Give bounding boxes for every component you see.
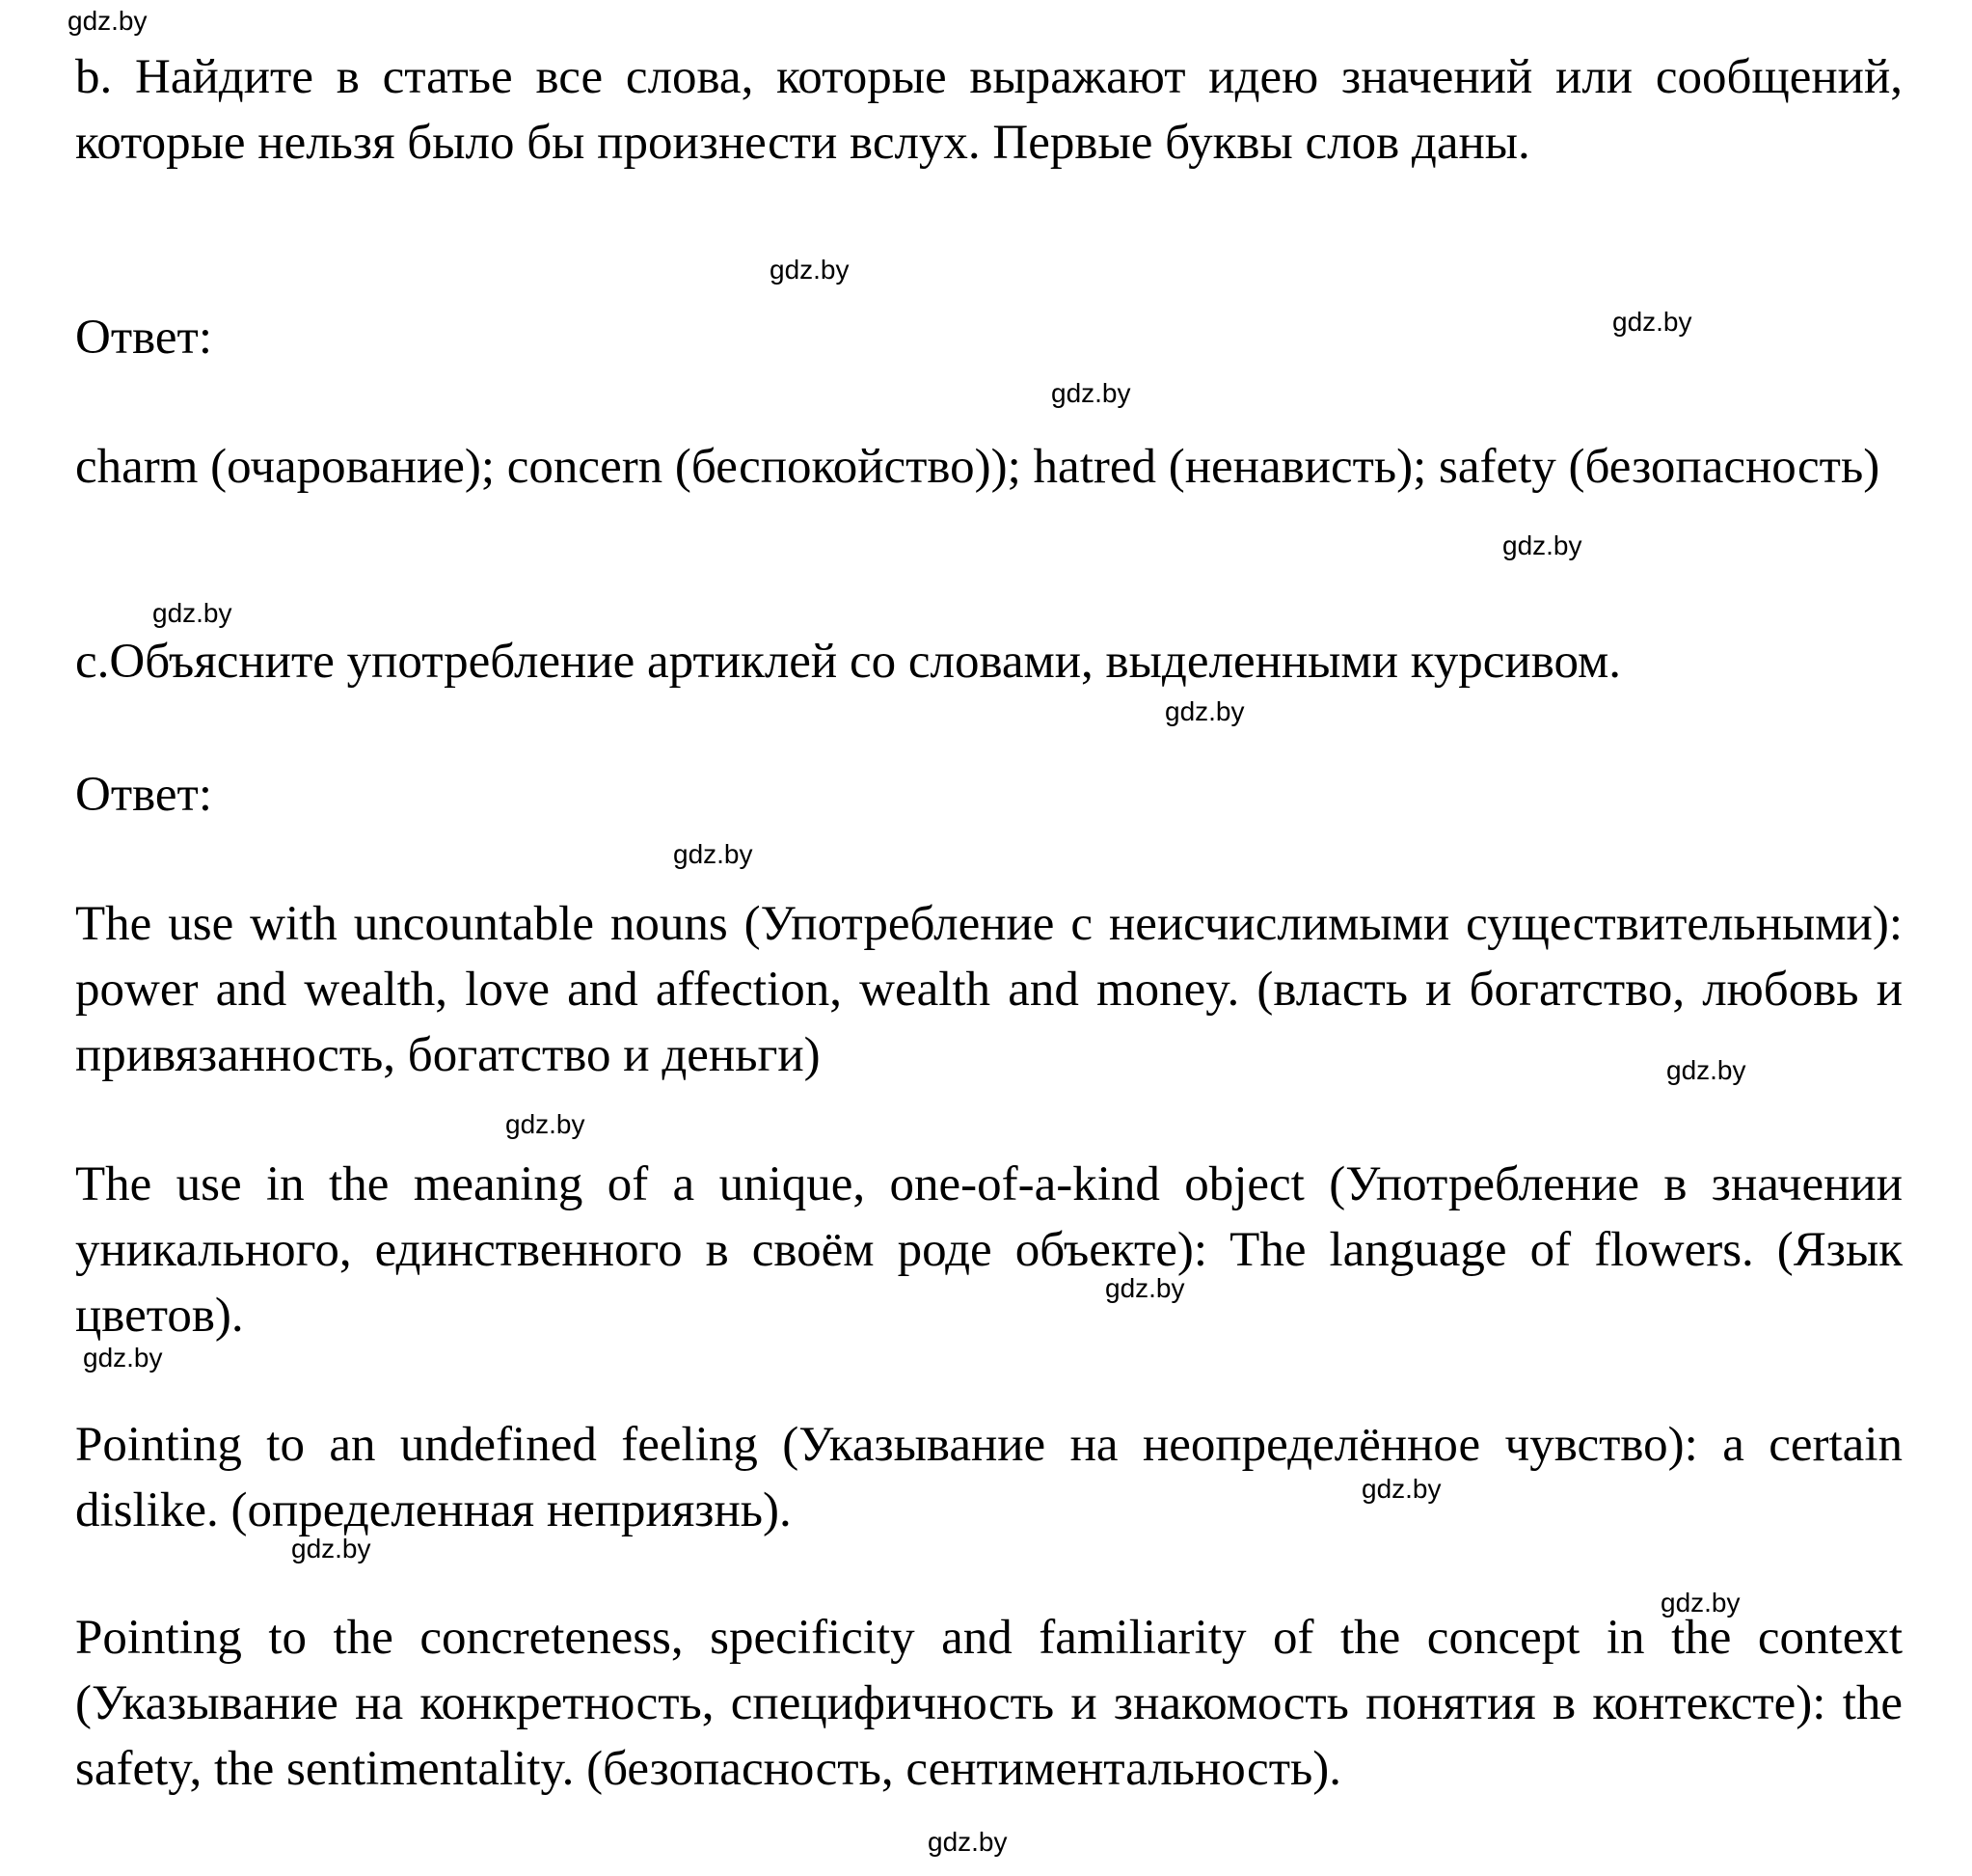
task-c-text: c.Объясните употребление артиклей со словами, выделенными курсивом. — [75, 635, 1622, 689]
answer-c-label: Ответ: — [75, 768, 212, 822]
watermark: gdz.by — [1165, 696, 1245, 726]
watermark: gdz.by — [152, 598, 232, 628]
watermark: gdz.by — [1362, 1474, 1442, 1504]
watermark: gdz.by — [68, 6, 148, 36]
watermark: gdz.by — [1666, 1055, 1746, 1085]
watermark: gdz.by — [928, 1827, 1008, 1857]
watermark: gdz.by — [1661, 1588, 1741, 1618]
answer-c-paragraph-undefined: Pointing to an undefined feeling (Указывание на неопределённое чувство): a certain dislike. (определенная неприязнь). — [75, 1418, 1903, 1537]
answer-b-text: charm (очарование); concern (беспокойство)); hatred (ненависть); safety (безопасность) — [75, 440, 1880, 494]
watermark: gdz.by — [505, 1109, 585, 1139]
watermark: gdz.by — [83, 1343, 163, 1373]
answer-c-paragraph-unique: The use in the meaning of a unique, one-of-a-kind object (Употребление в значении уникального, единственного в своём роде объекте): The language of flowers. (Язык цветов). — [75, 1157, 1903, 1343]
watermark: gdz.by — [291, 1534, 371, 1563]
answer-c-paragraph-uncountable: The use with uncountable nouns (Употребление с неисчислимыми существительными): power and wealth, love and affection, wealth and money. (власть и богатство, любовь и привязанность, богатство и деньги) — [75, 897, 1903, 1082]
task-b-text: b. Найдите в статье все слова, которые выражают идею значений или сообщений, которые нельзя было бы произнести вслух. Первые буквы слов даны. — [75, 50, 1903, 170]
watermark: gdz.by — [1502, 530, 1582, 560]
watermark: gdz.by — [770, 255, 850, 285]
watermark: gdz.by — [1051, 378, 1131, 408]
answer-b-label: Ответ: — [75, 311, 212, 365]
watermark: gdz.by — [1612, 307, 1692, 337]
watermark: gdz.by — [1105, 1273, 1185, 1303]
watermark: gdz.by — [673, 839, 753, 869]
answer-c-paragraph-concreteness: Pointing to the concreteness, specificity and familiarity of the concept in the context (Указывание на конкретность, специфичность и знакомость понятия в контексте): the safety, the sentimentality. (безопасность, сентиментальность). — [75, 1611, 1903, 1796]
